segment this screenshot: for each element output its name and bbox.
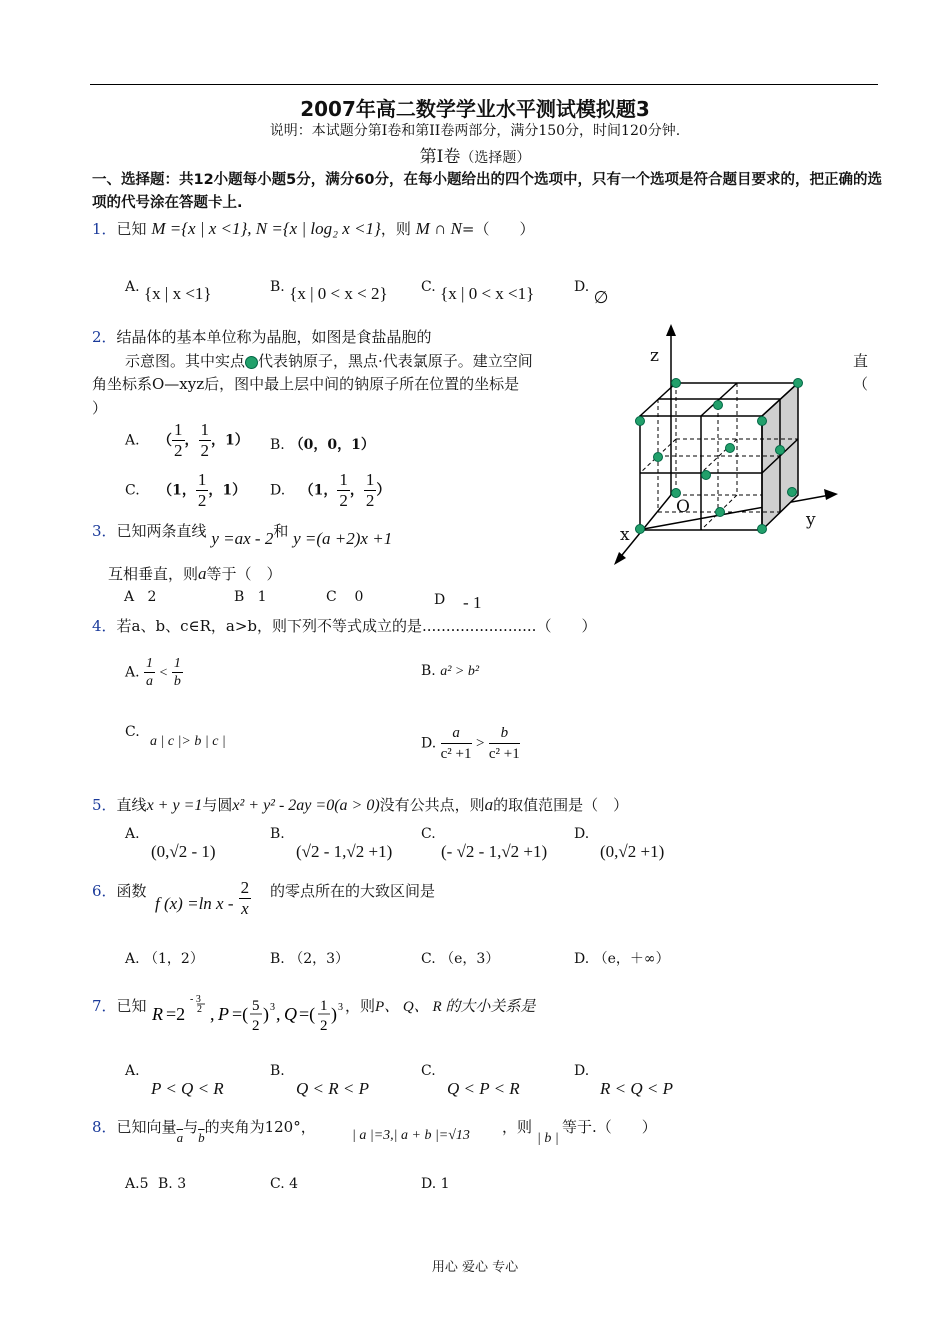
option-value: （2，3） <box>289 951 350 967</box>
svg-text:3: 3 <box>338 1002 343 1013</box>
fraction <box>172 655 183 690</box>
option-label: C. <box>421 279 436 295</box>
option-value: {x | x <1} <box>144 284 212 303</box>
svg-text:=(: =( <box>299 1004 316 1024</box>
fraction-denominator: 2 <box>174 441 183 460</box>
comma: ， <box>211 432 226 449</box>
question-number: 4． <box>92 617 117 635</box>
svg-text:1: 1 <box>320 998 328 1014</box>
option-value: （1，2） <box>144 951 204 967</box>
fraction <box>199 420 212 461</box>
q3-expr1: y =ax - 2 <box>211 529 274 548</box>
paren: ） <box>232 482 247 499</box>
q8-option-a <box>125 1176 148 1192</box>
vector-b: $\overline{b}$ <box>198 1130 205 1145</box>
fraction-numerator: b <box>489 723 520 744</box>
q6-option-c <box>421 948 499 968</box>
svg-text:5: 5 <box>252 998 260 1014</box>
option-value: (0,√2 +1) <box>600 842 665 861</box>
crystal-lattice-figure <box>600 320 850 580</box>
q8-condition <box>352 1127 470 1144</box>
question-7 <box>92 995 147 1016</box>
coord: 1 <box>172 482 182 499</box>
paren: ） <box>234 432 249 449</box>
axis-label-z: z <box>650 346 659 366</box>
comma: ， <box>181 482 196 499</box>
exam-note: 说明：本试题分第Ⅰ卷和第II卷两部分，满分150分，时间120分钟. <box>269 123 681 139</box>
q2-line2 <box>125 350 533 371</box>
q6-option-d <box>574 948 670 968</box>
option-label: D. <box>270 482 286 499</box>
svg-text:R: R <box>152 1004 163 1024</box>
svg-text:2: 2 <box>320 1018 328 1034</box>
option-label: A. <box>125 432 140 449</box>
q6-option-a <box>125 948 204 968</box>
greater-than: > <box>475 735 485 752</box>
option-value: 3 <box>177 1176 187 1192</box>
coord: 1 <box>222 482 233 499</box>
q6-expression <box>155 878 251 919</box>
option-value: {x | 0 < x <1} <box>440 284 535 303</box>
q7-tail <box>345 995 535 1016</box>
paren: （ <box>158 482 173 499</box>
q7-tail-text: P、 Q、 R 的大小关系是 <box>375 999 536 1015</box>
option-value: a² > b² <box>440 664 480 679</box>
q7-option-b <box>270 1063 369 1099</box>
fraction-numerator: 1 <box>174 420 183 439</box>
fraction-numerator: a <box>441 723 472 744</box>
option-label: A. <box>125 1063 140 1079</box>
option-label: B. <box>270 1063 285 1079</box>
q5-option-c <box>421 826 547 862</box>
question-number: 2． <box>92 328 117 346</box>
paren: （ <box>299 482 314 499</box>
fraction-denominator: 2 <box>365 491 375 510</box>
q7-lead: 已知 <box>116 997 147 1015</box>
option-value: P < Q < R <box>151 1079 224 1098</box>
q4-option-c <box>125 724 140 740</box>
option-value: （e，＋∞） <box>593 951 670 967</box>
question-4 <box>92 615 596 636</box>
option-label: D <box>434 592 446 608</box>
fraction-denominator: a <box>146 674 154 689</box>
paren: （ <box>158 432 173 449</box>
option-label: D. <box>574 826 590 842</box>
q1-lead: 已知 <box>116 220 147 238</box>
coord: 1 <box>225 432 235 449</box>
q2-line1: 结晶体的基本单位称为晶胞，如图是食盐晶胞的 <box>116 328 432 346</box>
q6-expr: f (x) =ln x - <box>155 894 234 913</box>
question-2 <box>92 326 432 347</box>
fraction-denominator: 2 <box>200 441 210 460</box>
q3-option-b <box>234 589 267 605</box>
option-label: D. <box>421 1176 437 1192</box>
q1-option-b <box>270 276 388 303</box>
q8-option-c <box>270 1176 298 1192</box>
option-value: 4 <box>289 1176 299 1192</box>
q8-lead: 已知向量 <box>116 1118 177 1136</box>
fraction <box>239 878 252 919</box>
option-label: A. <box>125 826 140 842</box>
q8-option-d <box>421 1176 450 1192</box>
option-label: D. <box>574 1063 590 1079</box>
option-value: (√2 - 1,√2 +1) <box>296 842 393 861</box>
q3-option-c <box>326 589 363 605</box>
q2-option-d <box>270 470 390 511</box>
q5-option-d <box>574 826 664 862</box>
fraction <box>196 470 209 511</box>
option-value: {x | 0 < x < 2} <box>289 284 388 303</box>
q5-tail: 没有公共点，则 <box>379 796 485 814</box>
comma: ， <box>323 482 338 499</box>
question-number: 6． <box>92 882 117 900</box>
option-label: B. <box>158 1176 173 1192</box>
q2-line2-right: 直 <box>853 352 869 370</box>
fraction-denominator: 2 <box>197 491 207 510</box>
q2-line2a: 示意图。其中实点 <box>125 352 246 370</box>
fraction-numerator: 1 <box>365 470 375 489</box>
svg-text:=2: =2 <box>166 1004 186 1024</box>
fraction-denominator: 2 <box>339 491 348 510</box>
q2-line4: ） <box>92 399 108 417</box>
fraction-denominator: b <box>173 674 181 689</box>
q5-option-a <box>125 826 216 862</box>
option-label: B. <box>421 663 436 679</box>
q8-cond: | a |=3,| a + b |=√13 <box>352 1128 470 1143</box>
svg-text:2: 2 <box>252 1018 260 1034</box>
fraction <box>337 470 350 511</box>
comma: ， <box>349 482 364 499</box>
option-label: A. <box>125 279 140 295</box>
q8-ask-text: | b | <box>537 1131 559 1146</box>
svg-text:3: 3 <box>270 1002 275 1013</box>
option-label: C <box>326 589 337 605</box>
question-number: 7． <box>92 997 117 1015</box>
option-label: B. <box>270 279 285 295</box>
header-rule <box>90 84 878 85</box>
comma: ， <box>208 482 223 499</box>
q3-lead: 已知两条直线 <box>116 522 207 540</box>
q3-line2 <box>108 563 282 584</box>
comma: ， <box>184 432 199 449</box>
origin-label: O <box>676 497 690 517</box>
option-label: A <box>124 589 135 605</box>
question-3 <box>92 520 393 548</box>
option-label: C. <box>421 826 436 842</box>
q8-tail: 等于.（ ） <box>562 1118 657 1136</box>
option-label: A. <box>125 1176 140 1192</box>
svg-text:,: , <box>276 1004 281 1024</box>
question-6 <box>92 880 147 901</box>
option-value: ∅ <box>593 288 609 307</box>
option-label: C. <box>270 1176 285 1192</box>
option-label: D. <box>421 735 437 752</box>
q5-var: a <box>484 795 494 814</box>
svg-text:,: , <box>210 1004 215 1024</box>
q1-option-a <box>125 276 212 303</box>
question-number: 8． <box>92 1118 117 1136</box>
option-value: （0，0，1） <box>289 437 375 453</box>
q1-option-d <box>574 276 609 307</box>
fraction-denominator: c² +1 <box>440 746 472 762</box>
q2-option-a <box>125 420 249 461</box>
q6-option-b <box>270 948 349 968</box>
axis-label-y: y <box>806 510 816 530</box>
option-value: - 1 <box>463 593 482 612</box>
q1-then: ，则 <box>380 220 411 238</box>
option-value: 0 <box>354 589 364 605</box>
q2-option-c <box>125 470 246 511</box>
q3-line2-tail: 等于（ ） <box>206 565 282 583</box>
option-value: 1 <box>257 589 267 605</box>
svg-text:=(: =( <box>232 1004 249 1024</box>
volume-subtitle: （选择题） <box>460 150 531 166</box>
option-value: R < Q < P <box>600 1079 673 1098</box>
page-title: 2007年高二数学学业水平测试模拟题3 <box>300 97 650 121</box>
fraction-numerator: 1 <box>173 656 181 671</box>
option-value: （e，3） <box>440 951 500 967</box>
q3-line2-text: 互相垂直，则 <box>108 565 199 583</box>
q8-with: 与 <box>183 1118 199 1136</box>
q7-option-d <box>574 1063 673 1099</box>
q2-line3: 角坐标系O—xyz后，图中最上层中间的钠原子所在位置的坐标是 <box>92 375 520 393</box>
fraction-numerator: 2 <box>240 878 250 897</box>
paren: ） <box>376 482 391 499</box>
fraction <box>172 420 185 461</box>
q5-tail2: 的取值范围是（ ） <box>493 796 629 814</box>
option-label: C. <box>125 724 140 740</box>
q4-option-d <box>421 723 520 764</box>
svg-text:Q: Q <box>284 1004 297 1024</box>
less-than: < <box>159 665 168 681</box>
option-label: D. <box>574 951 590 967</box>
vector-a: $\overline{a}$ <box>176 1130 184 1145</box>
option-value: 1 <box>440 1176 450 1192</box>
q4-option-a <box>125 655 183 690</box>
svg-text:): ) <box>263 1004 269 1024</box>
option-label: C. <box>421 951 436 967</box>
q1-tail: =（ ） <box>461 220 535 238</box>
q3-option-a <box>124 589 156 605</box>
fraction-denominator: x <box>241 899 249 918</box>
q3-var: a <box>198 564 207 583</box>
option-label: D. <box>574 279 590 295</box>
option-label: B. <box>270 951 285 967</box>
question-number: 1． <box>92 220 117 238</box>
svg-text:2: 2 <box>197 1004 202 1015</box>
q3-expr2: y =(a +2)x +1 <box>293 529 393 548</box>
fraction-denominator: c² +1 <box>488 746 520 762</box>
question-number: 5． <box>92 796 117 814</box>
q5-lead: 直线 <box>116 796 147 814</box>
q5-expr2: x² + y² - 2ay =0(a > 0) <box>232 797 380 814</box>
q2-option-b <box>270 434 375 454</box>
q1-expr2: M ∩ N <box>415 219 462 238</box>
question-5 <box>92 794 628 815</box>
fraction-numerator: 1 <box>197 470 207 489</box>
svg-text:- 3: - 3 <box>190 994 201 1005</box>
option-value: (0,√2 - 1) <box>151 842 216 861</box>
fraction <box>364 470 377 511</box>
axis-label-x: x <box>620 525 630 545</box>
question-8 <box>92 1116 316 1145</box>
option-value: Q < R < P <box>296 1079 369 1098</box>
volume-title: 第Ⅰ卷 <box>419 147 461 167</box>
q6-tail: 的零点所在的大致区间是 <box>270 882 436 900</box>
q5-option-b <box>270 826 392 862</box>
fraction <box>144 655 155 690</box>
q4-text: 若a、b、c∈R，a>b，则下列不等式成立的是........................（ ） <box>116 617 597 635</box>
fraction-numerator: 1 <box>146 656 154 671</box>
fraction-numerator: 1 <box>200 420 210 439</box>
option-value: 2 <box>147 589 157 605</box>
q8-then: ，则 <box>502 1118 533 1136</box>
question-1 <box>92 218 535 239</box>
option-label: A. <box>125 664 140 681</box>
sodium-dot-icon <box>245 356 258 369</box>
option-label: B <box>234 589 245 605</box>
q7-option-a <box>125 1063 224 1099</box>
q4-option-b <box>421 663 479 680</box>
q2-line2b: 代表钠原子，黑点·代表氯原子。建立空间 <box>258 352 533 370</box>
q7-option-c <box>421 1063 520 1099</box>
fraction-numerator: 1 <box>339 470 348 489</box>
option-label: C. <box>421 1063 436 1079</box>
svg-text:): ) <box>331 1004 337 1024</box>
q6-lead: 函数 <box>116 882 147 900</box>
q3-option-d <box>434 589 482 612</box>
option-label: A. <box>125 951 140 967</box>
option-value: (- √2 - 1,√2 +1) <box>441 842 548 861</box>
q8-option-b <box>158 1176 186 1192</box>
option-label: C. <box>125 482 140 499</box>
q5-expr1: x + y =1 <box>146 797 203 814</box>
section-instructions: 一、选择题：共12小题每小题5分，满分60分，在每小题给出的四个选项中，只有一个选项是符合题目要求的，把正确的选项的代号涂在答题卡上. <box>92 172 882 211</box>
fraction <box>441 723 472 764</box>
option-value: Q < P < R <box>447 1079 520 1098</box>
option-value: a | c |> b | c | <box>150 734 226 749</box>
q8-ask <box>537 1127 559 1147</box>
q2-line3-right: （ <box>853 375 869 393</box>
option-value: 5 <box>139 1176 149 1192</box>
q1-option-c <box>421 276 535 303</box>
q5-mid: 与圆 <box>202 796 233 814</box>
q4-option-c-value <box>150 733 226 750</box>
question-number: 3． <box>92 522 117 540</box>
option-label: B. <box>270 826 285 842</box>
volume-heading <box>0 142 950 167</box>
page-footer: 用心 爱心 专心 <box>431 1260 519 1275</box>
q1-expr: M ={x | x <1}, N ={x | log₂ x <1} <box>151 219 381 238</box>
fraction <box>489 723 520 764</box>
svg-text:P: P <box>218 1004 229 1024</box>
q7-then: ，则 <box>345 997 376 1015</box>
option-label: B. <box>270 437 285 453</box>
coord: 1 <box>313 482 324 499</box>
q8-angle: 的夹角为120°， <box>204 1118 316 1136</box>
q3-and: 和 <box>273 522 289 540</box>
